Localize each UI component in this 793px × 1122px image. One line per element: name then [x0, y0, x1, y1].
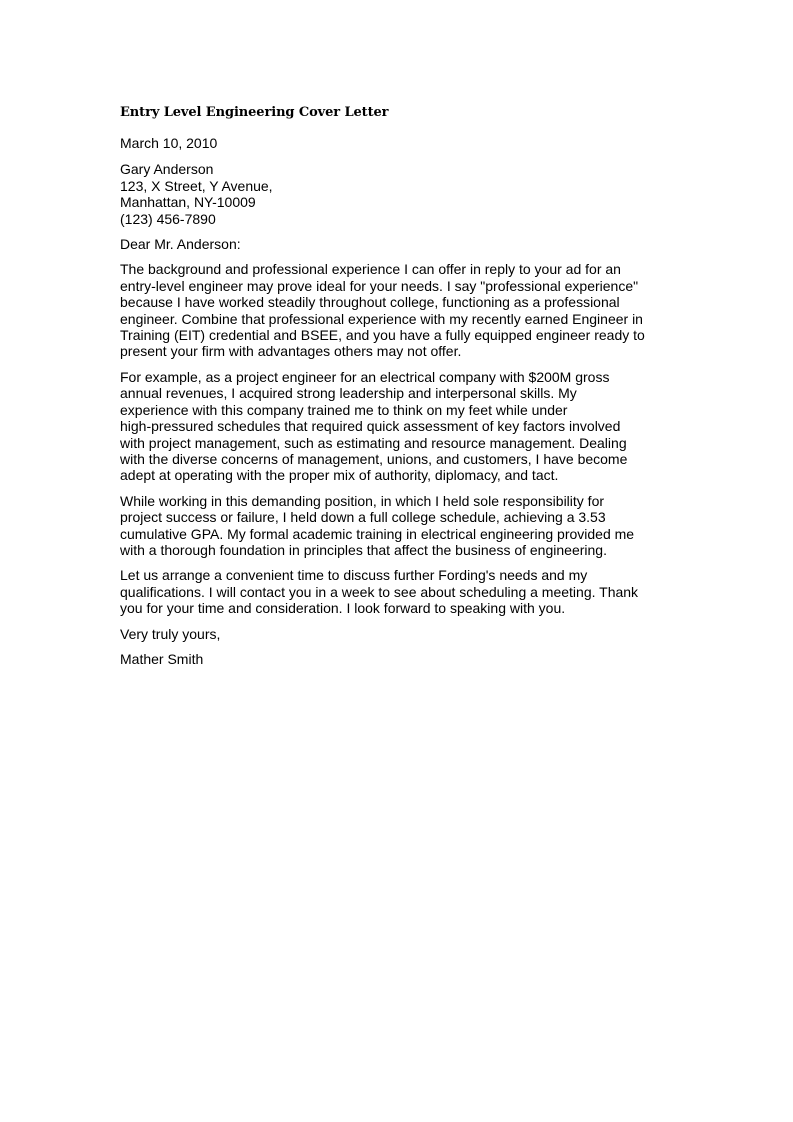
- paragraph-line: with project management, such as estimating and resource management. Dealing: [120, 434, 627, 451]
- paragraph-line: While working in this demanding position, in which I held sole responsibility for: [120, 492, 605, 509]
- signature-name: Mather Smith: [120, 650, 204, 667]
- paragraph-line: annual revenues, I acquired strong leadership and interpersonal skills. My: [120, 385, 577, 402]
- paragraph-line: Training (EIT) credential and BSEE, and you have a fully equipped engineer ready to: [120, 327, 645, 344]
- recipient-street: 123, X Street, Y Avenue,: [120, 177, 273, 194]
- paragraph-line: with the diverse concerns of management, unions, and customers, I have become: [120, 450, 628, 467]
- closing: Very truly yours,: [120, 625, 221, 642]
- paragraph-1: [120, 261, 675, 359]
- paragraph-line: adept at operating with the proper mix of authority, diplomacy, and tact.: [120, 467, 559, 484]
- paragraph-line: high-pressured schedules that required quick assessment of key factors involved: [120, 418, 621, 435]
- letter-date: March 10, 2010: [120, 135, 218, 151]
- paragraph-2: [120, 369, 675, 484]
- paragraph-line: experience with this company trained me to think on my feet while under: [120, 401, 568, 418]
- paragraph-3: [120, 493, 675, 559]
- letter-body: [120, 104, 675, 667]
- paragraph-line: you for your time and consideration. I look forward to speaking with you.: [120, 600, 566, 617]
- paragraph-4: [120, 567, 675, 616]
- paragraph-line: entry-level engineer may prove ideal for your needs. I say "professional experience": [120, 277, 639, 294]
- paragraph-line: The background and professional experience I can offer in reply to your ad for an: [120, 261, 621, 278]
- letter-title: Entry Level Engineering Cover Letter: [120, 105, 389, 120]
- paragraph-line: For example, as a project engineer for an electrical company with $200M gross: [120, 368, 610, 385]
- paragraph-line: present your firm with advantages others may not offer.: [120, 343, 462, 360]
- paragraph-line: Let us arrange a convenient time to discuss further Fording's needs and my: [120, 567, 588, 584]
- paragraph-line: project success or failure, I held down a full college schedule, achieving a 3.53: [120, 509, 606, 526]
- salutation: Dear Mr. Anderson:: [120, 236, 241, 253]
- paragraph-line: with a thorough foundation in principles that affect the business of engineering.: [120, 541, 607, 558]
- recipient-name: Gary Anderson: [120, 161, 214, 178]
- recipient-address: [120, 161, 675, 227]
- paragraph-line: qualifications. I will contact you in a week to see about scheduling a meeting. Thank: [120, 583, 639, 600]
- paragraph-line: engineer. Combine that professional experience with my recently earned Engineer in: [120, 310, 643, 327]
- paragraph-line: cumulative GPA. My formal academic training in electrical engineering provided me: [120, 525, 635, 542]
- recipient-phone: (123) 456-7890: [120, 210, 216, 227]
- recipient-city: Manhattan, NY-10009: [120, 194, 256, 211]
- paragraph-line: because I have worked steadily throughout college, functioning as a professional: [120, 294, 620, 311]
